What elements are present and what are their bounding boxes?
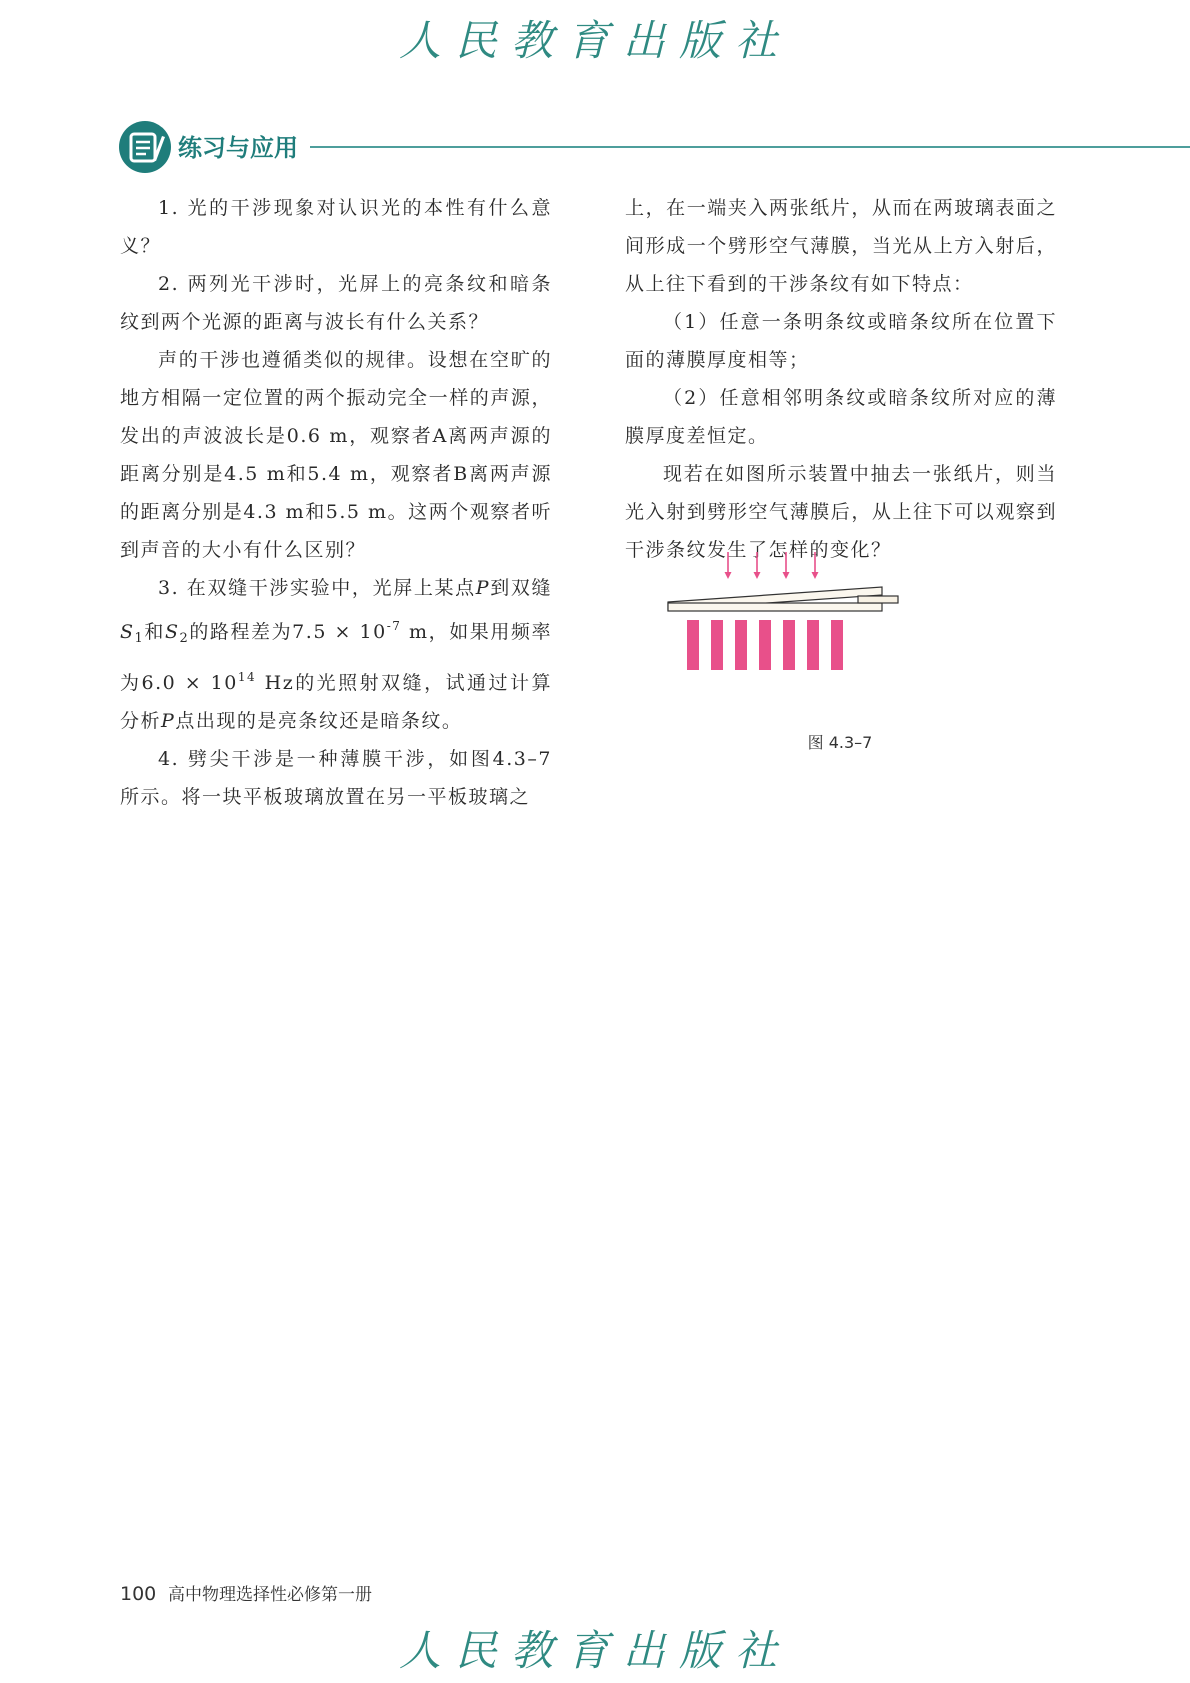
fringe-bar — [783, 620, 795, 670]
question-4: 4. 劈尖干涉是一种薄膜干涉，如图4.3–7所示。将一块平板玻璃放置在另一平板玻璃之 — [120, 748, 552, 808]
feature-2: （2）任意相邻明条纹或暗条纹所对应的薄膜厚度差恒定。 — [625, 387, 1057, 447]
question-4-continued: 上，在一端夹入两张纸片，从而在两玻璃表面之间形成一个劈形空气薄膜，当光从上方入射后，从上往下看到的干涉条纹有如下特点： — [625, 197, 1057, 295]
fringe-bar — [807, 620, 819, 670]
exercise-icon — [118, 120, 172, 174]
left-column — [120, 189, 552, 816]
publisher-footer: 人民教育出版社 — [398, 1626, 791, 1675]
q3-point-p: P — [475, 577, 491, 599]
fringe-bar — [735, 620, 747, 670]
fringe-bar — [831, 620, 843, 670]
q3-text-c: 的路程差为7.5 × 10 — [189, 621, 387, 643]
question-1: 1. 光的干涉现象对认识光的本性有什么意义？ — [120, 197, 552, 257]
fringe-bar — [711, 620, 723, 670]
page-footer — [120, 1580, 372, 1605]
q3-text-e: Hz的光照射双缝，试通过计算分析 — [120, 672, 552, 732]
figure-caption: 图 4.3–7 — [807, 733, 873, 752]
q3-exp-1: -7 — [386, 619, 402, 633]
light-arrow-head — [725, 572, 732, 579]
light-arrow-head — [783, 572, 790, 579]
q3-sub-1: 1 — [134, 631, 145, 646]
q3-and: 和 — [144, 621, 165, 643]
page-number: 100 — [120, 1583, 157, 1605]
q3-slit-s1: S — [120, 621, 135, 643]
question-2: 2. 两列光干涉时，光屏上的亮条纹和暗条纹到两个光源的距离与波长有什么关系？ — [120, 273, 552, 333]
paper-spacer — [858, 596, 898, 603]
section-title: 练习与应用 — [178, 134, 298, 162]
q3-sub-2: 2 — [179, 631, 190, 646]
q3-slit-s2: S — [164, 621, 180, 643]
bottom-glass-plate — [668, 603, 882, 611]
fringe-bar — [759, 620, 771, 670]
fringe-bar — [687, 620, 699, 670]
question-4-ask: 现若在如图所示装置中抽去一张纸片，则当光入射到劈形空气薄膜后，从上往下可以观察到干涉条纹发生了怎样的变化？ — [625, 463, 1057, 561]
question-2-continued: 声的干涉也遵循类似的规律。设想在空旷的地方相隔一定位置的两个振动完全一样的声源，发出的声波波长是0.6 m，观察者A离两声源的距离分别是4.5 m和5.4 m，观察者B离两声源的距离分别是4.3 m和5.5 m。这两个观察者听到声音的大小有什么区别？ — [120, 349, 552, 561]
q3-text-f: 点出现的是亮条纹还是暗条纹。 — [175, 710, 463, 732]
right-column — [625, 189, 1057, 569]
book-title: 高中物理选择性必修第一册 — [168, 1585, 372, 1605]
q3-point-p-2: P — [161, 710, 176, 732]
feature-1: （1）任意一条明条纹或暗条纹所在位置下面的薄膜厚度相等； — [625, 311, 1057, 371]
q3-exp-2: 14 — [237, 670, 257, 684]
light-arrow-head — [812, 572, 819, 579]
question-3 — [120, 569, 552, 740]
q3-text-d: m，如果用频率为6.0 × 10 — [120, 621, 552, 694]
publisher-header: 人民教育出版社 — [398, 16, 791, 65]
interference-fringes — [687, 620, 843, 670]
section-header — [118, 118, 1190, 178]
light-arrow-head — [754, 572, 761, 579]
q3-text-b: 到双缝 — [490, 577, 552, 599]
section-rule — [310, 146, 1190, 148]
q3-text-a: 3. 在双缝干涉实验中，光屏上某点 — [158, 577, 476, 599]
